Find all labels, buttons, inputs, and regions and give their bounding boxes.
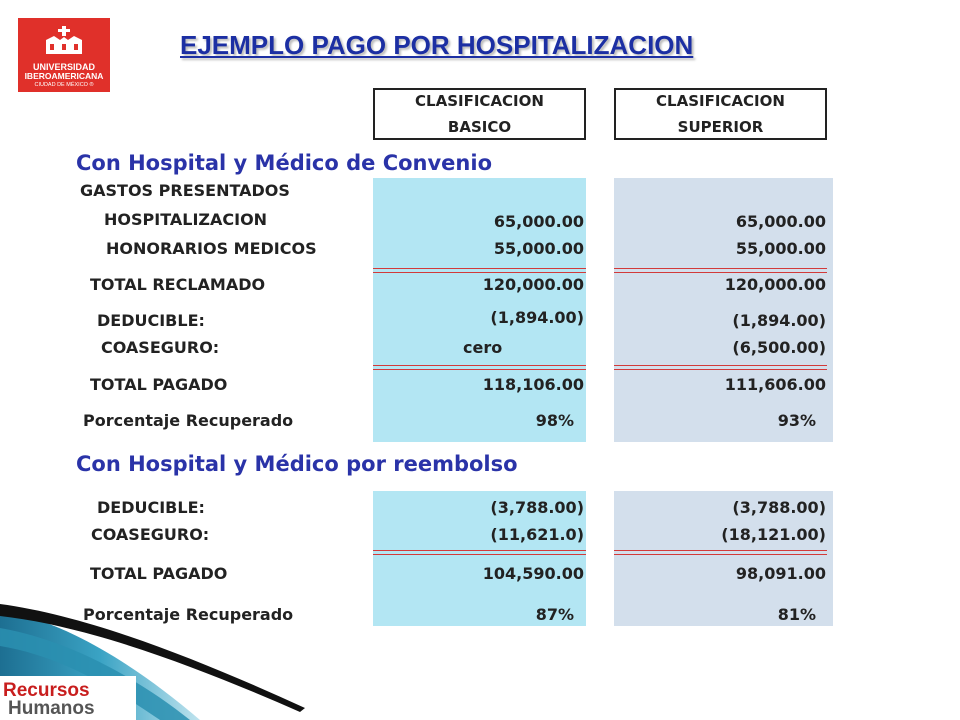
header-superior [614,88,827,140]
reembolso-porcentaje-basico: 87% [535,605,574,624]
logo-text-line1: UNIVERSIDAD [32,62,95,72]
porcentaje-superior: 93% [777,411,816,430]
coaseguro-superior: (6,500.00) [732,338,826,357]
logo-text-line3: CIUDAD DE MÉXICO ® [34,82,94,88]
porcentaje-basico: 98% [535,411,574,430]
page-title: EJEMPLO PAGO POR HOSPITALIZACION [180,30,694,60]
reembolso-deducible-superior: (3,788.00) [732,498,826,517]
header-basico [373,88,586,140]
recursos-humanos-line1: Recursos [3,680,90,701]
deducible-superior: (1,894.00) [732,311,826,330]
separator-line [373,365,586,370]
deducible-basico: (1,894.00) [490,308,584,327]
reembolso-total-pagado-basico: 104,590.00 [482,564,584,583]
recursos-humanos-line2: Humanos [8,698,95,719]
separator-line [614,268,827,273]
header-superior-line2: SUPERIOR [677,118,764,136]
coaseguro-basico: cero [463,338,503,357]
reembolso-coaseguro-label: COASEGURO: [91,525,210,544]
reembolso-porcentaje-superior: 81% [777,605,816,624]
separator-line [373,268,586,273]
reembolso-total-pagado-label: TOTAL PAGADO [90,564,228,583]
university-emblem-icon [40,26,88,56]
university-logo [18,18,110,92]
honorarios-basico: 55,000.00 [493,239,584,258]
hospitalizacion-label: HOSPITALIZACION [104,210,268,229]
gastos-presentados-label: GASTOS PRESENTADOS [80,181,290,200]
hospitalizacion-basico: 65,000.00 [493,212,584,231]
hospitalizacion-superior: 65,000.00 [735,212,826,231]
reembolso-deducible-label: DEDUCIBLE: [97,498,205,517]
separator-line [373,550,586,555]
total-reclamado-label: TOTAL RECLAMADO [90,275,266,294]
header-superior-line1: CLASIFICACION [656,92,785,110]
total-pagado-label: TOTAL PAGADO [90,375,228,394]
porcentaje-label: Porcentaje Recuperado [83,411,294,430]
header-basico-line1: CLASIFICACION [415,92,544,110]
total-pagado-basico: 118,106.00 [482,375,584,394]
total-pagado-superior: 111,606.00 [724,375,826,394]
honorarios-label: HONORARIOS MEDICOS [106,239,317,258]
total-reclamado-basico: 120,000.00 [482,275,584,294]
honorarios-superior: 55,000.00 [735,239,826,258]
reembolso-coaseguro-basico: (11,621.0) [490,525,584,544]
total-reclamado-superior: 120,000.00 [724,275,826,294]
section-heading-convenio: Con Hospital y Médico de Convenio [76,151,492,175]
reembolso-deducible-basico: (3,788.00) [490,498,584,517]
reembolso-total-pagado-superior: 98,091.00 [735,564,826,583]
separator-line [614,550,827,555]
coaseguro-label: COASEGURO: [101,338,220,357]
deducible-label: DEDUCIBLE: [97,311,205,330]
header-basico-line2: BASICO [447,118,512,136]
section-heading-reembolso: Con Hospital y Médico por reembolso [76,452,518,476]
separator-line [614,365,827,370]
logo-text-line2: IBEROAMERICANA [24,71,104,81]
reembolso-coaseguro-superior: (18,121.00) [721,525,826,544]
reembolso-porcentaje-label: Porcentaje Recuperado [83,605,294,624]
